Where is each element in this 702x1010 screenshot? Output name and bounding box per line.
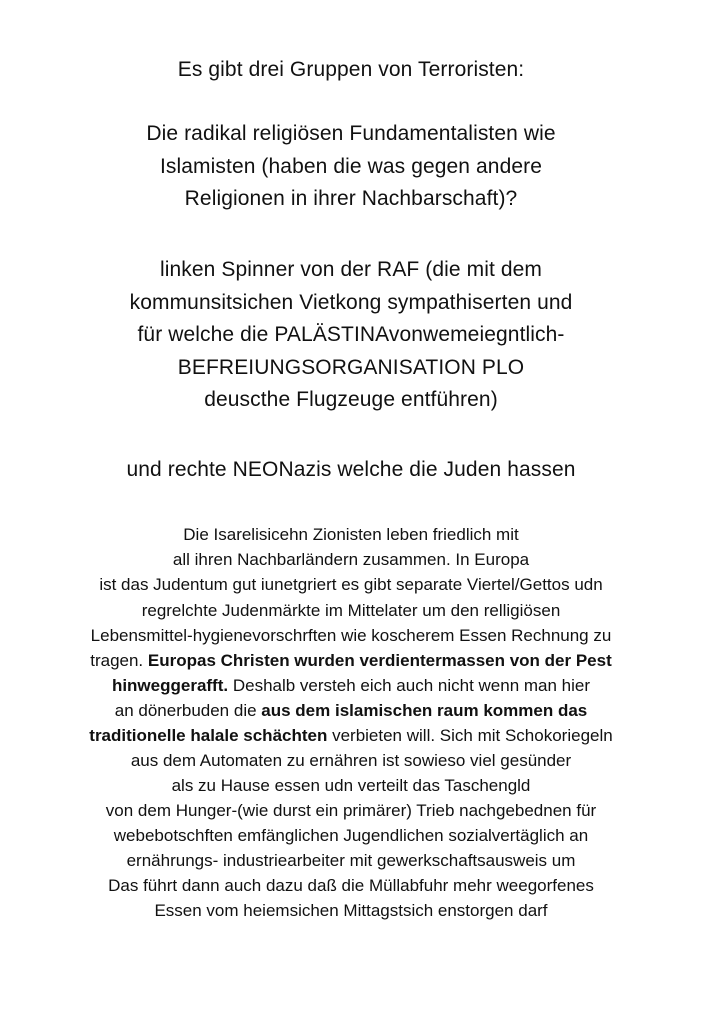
body-line-9-bold: traditionelle halale schächten	[89, 726, 328, 745]
body-line-7-regular: Deshalb versteh eich auch nicht wenn man hier	[228, 676, 591, 695]
group2-line-3: für welche die PALÄSTINAvonwemeiegntlich-	[137, 323, 565, 346]
body-line-3: ist das Judentum gut iunetgriert es gibt separate Viertel/Gettos udn	[99, 575, 603, 594]
body-line-7-bold: hinweggerafft.	[111, 676, 229, 695]
group2-line-5: deuscthe Flugzeuge entführen)	[204, 388, 498, 411]
heading-title: Es gibt drei Gruppen von Terroristen:	[177, 58, 525, 81]
group1-line-2: Islamisten (haben die was gegen andere	[159, 155, 543, 178]
body-line-6-bold: Europas Christen wurden verdientermassen von der Pest	[147, 651, 612, 670]
body-line-7	[0, 676, 702, 696]
body-line-2: all ihren Nachbarländern zusammen. In Europa	[172, 550, 530, 569]
body-line-8-bold: aus dem islamischen raum kommen das	[261, 701, 588, 720]
body-line-15: Das führt dann auch dazu daß die Müllabfuhr mehr weegorfenes	[108, 876, 594, 895]
body-line-1: Die Isarelisicehn Zionisten leben friedlich mit	[183, 525, 519, 544]
group1-line-3: Religionen in ihrer Nachbarschaft)?	[184, 187, 518, 210]
body-line-6	[0, 651, 702, 671]
body-line-9	[0, 726, 702, 746]
body-line-9-regular: verbieten will. Sich mit Schokoriegeln	[327, 726, 613, 745]
body-line-16: Essen vom heiemsichen Mittagstsich enstorgen darf	[154, 901, 548, 920]
body-line-13: webebotschften emfänglichen Jugendlichen sozialvertäglich an	[113, 826, 589, 845]
body-line-12: von dem Hunger-(wie durst ein primärer) Trieb nachgebednen für	[105, 801, 597, 820]
body-line-6-regular: tragen.	[90, 651, 148, 670]
body-line-14: ernährungs- industriearbeiter mit gewerkschaftsausweis um	[126, 851, 576, 870]
body-line-5: Lebensmittel-hygienevorschrften wie koscherem Essen Rechnung zu	[90, 626, 612, 645]
group1-line-1: Die radikal religiösen Fundamentalisten wie	[146, 122, 556, 145]
body-line-4: regrelchte Judenmärkte im Mittelater um den relligiösen	[141, 601, 561, 620]
body-line-8-regular: an dönerbuden die	[114, 701, 262, 720]
body-line-8	[0, 701, 702, 721]
group2-line-4: BEFREIUNGSORGANISATION PLO	[177, 356, 525, 379]
group2-line-1: linken Spinner von der RAF (die mit dem	[159, 258, 543, 281]
group3-line: und rechte NEONazis welche die Juden hassen	[126, 458, 576, 481]
body-line-11: als zu Hause essen udn verteilt das Taschengld	[171, 776, 531, 795]
body-line-10: aus dem Automaten zu ernähren ist sowieso viel gesünder	[130, 751, 572, 770]
group2-line-2: kommunsitsichen Vietkong sympathiserten und	[129, 291, 573, 314]
